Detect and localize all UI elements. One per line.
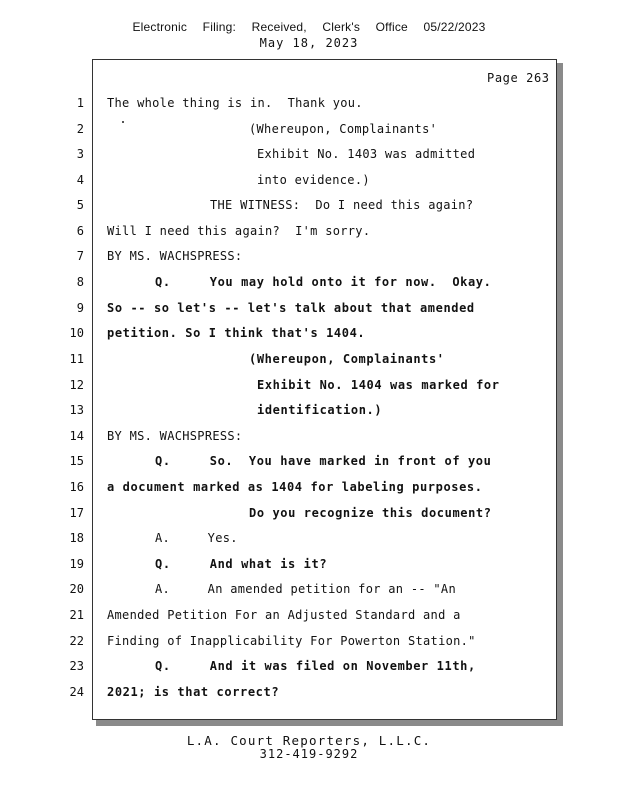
page-number: Page 263 — [487, 71, 550, 85]
transcript-line: Q. You may hold onto it for now. Okay. — [155, 275, 492, 289]
stamp-word: 05/22/2023 — [423, 20, 486, 34]
transcript-line: Do you recognize this document? — [249, 506, 492, 520]
reporter-company: L.A. Court Reporters, L.L.C. — [186, 733, 432, 748]
transcript-line: Q. And what is it? — [155, 557, 328, 571]
stamp-word: Office — [375, 20, 408, 34]
line-number: 13 — [69, 403, 84, 417]
scan-speck — [122, 121, 124, 123]
transcript-line: identification.) — [257, 403, 383, 417]
stamp-word: Filing: — [202, 20, 237, 34]
line-number: 6 — [76, 224, 84, 238]
transcript-line: Q. So. You have marked in front of you — [155, 454, 492, 468]
line-number: 19 — [69, 557, 84, 571]
transcript-line: a document marked as 1404 for labeling purposes. — [107, 480, 483, 494]
transcript-line: (Whereupon, Complainants' — [249, 352, 445, 366]
line-number: 4 — [76, 173, 84, 187]
line-number: 18 — [69, 531, 84, 545]
line-number: 5 — [76, 198, 84, 212]
line-number: 16 — [69, 480, 84, 494]
line-number: 3 — [76, 147, 84, 161]
line-number: 14 — [69, 429, 84, 443]
line-number: 1 — [76, 96, 84, 110]
transcript-line: petition. So I think that's 1404. — [107, 326, 366, 340]
transcript-line: BY MS. WACHSPRESS: — [107, 429, 243, 443]
line-number: 8 — [76, 275, 84, 289]
line-number: 10 — [69, 326, 84, 340]
transcript-line: (Whereupon, Complainants' — [249, 122, 438, 136]
transcript-line: Exhibit No. 1404 was marked for — [257, 378, 500, 392]
transcript-line: THE WITNESS: Do I need this again? — [210, 198, 474, 212]
stamp-word: Electronic — [132, 20, 188, 34]
transcript-line: A. An amended petition for an -- "An — [155, 582, 456, 596]
transcript-line: So -- so let's -- let's talk about that amended — [107, 301, 475, 315]
line-number: 20 — [69, 582, 84, 596]
transcript-line: BY MS. WACHSPRESS: — [107, 249, 243, 263]
line-number: 11 — [69, 352, 84, 366]
transcript-line: Amended Petition For an Adjusted Standard and a — [107, 608, 461, 622]
stamp-word: Clerk's — [322, 20, 361, 34]
line-number: 17 — [69, 506, 84, 520]
line-number: 2 — [76, 122, 84, 136]
stamp-word: Received, — [251, 20, 307, 34]
transcript-line: The whole thing is in. Thank you. — [107, 96, 363, 110]
transcript-line: A. Yes. — [155, 531, 238, 545]
transcript-line: 2021; is that correct? — [107, 685, 280, 699]
line-number: 24 — [69, 685, 84, 699]
line-number: 12 — [69, 378, 84, 392]
line-number: 21 — [69, 608, 84, 622]
line-number: 23 — [69, 659, 84, 673]
filing-stamp — [0, 20, 618, 34]
transcript-line: Exhibit No. 1403 was admitted — [257, 147, 476, 161]
transcript-line: Q. And it was filed on November 11th, — [155, 659, 476, 673]
line-number: 15 — [69, 454, 84, 468]
transcript-line: Will I need this again? I'm sorry. — [107, 224, 371, 238]
line-number: 7 — [76, 249, 84, 263]
reporter-phone: 312-419-9292 — [259, 747, 359, 761]
line-number: 22 — [69, 634, 84, 648]
transcript-line: Finding of Inapplicability For Powerton Station." — [107, 634, 476, 648]
transcript-line: into evidence.) — [257, 173, 370, 187]
transcript-date: May 18, 2023 — [259, 36, 359, 50]
line-number: 9 — [76, 301, 84, 315]
